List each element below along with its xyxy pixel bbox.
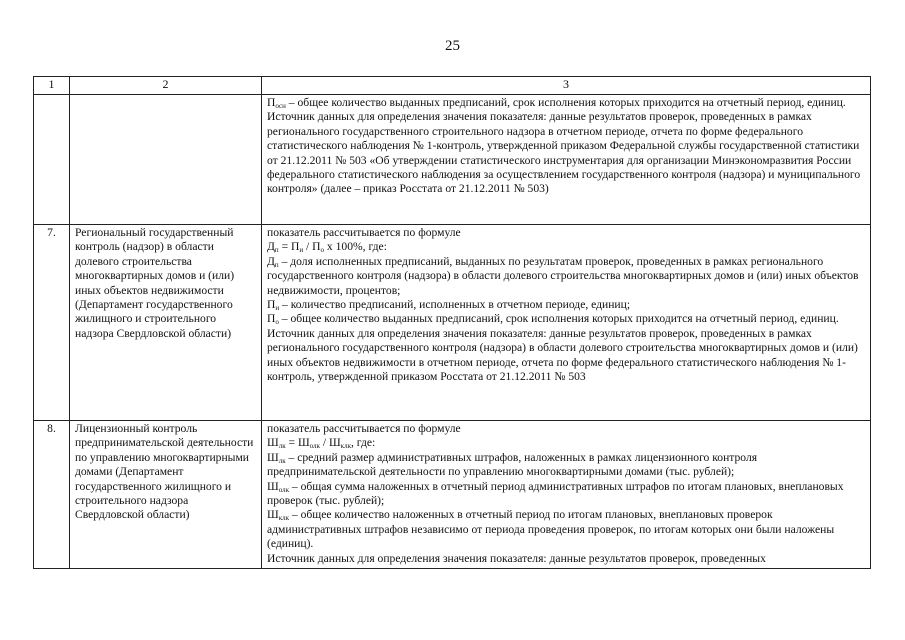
formula: $Д_п = П_и / П_о$ х 100%, где:	[267, 240, 387, 255]
row-name: Лицензионный контроль предпринимательской деятельности по управлению многоквартирными домами (Департамент государственного жилищного и строительного надзора Свердловской области)	[70, 421, 262, 569]
indicator-table	[33, 76, 871, 569]
row-number: 7.	[34, 225, 70, 421]
definition-item: $Ш_{олк}$ – общая сумма наложенных в отчетный период административных штрафов по итогам плановых, внеплановых проверок (тыс. рублей);	[267, 479, 844, 508]
continuation-num-cell	[34, 95, 70, 225]
header-col-2: 2	[70, 77, 262, 95]
row-number: 8.	[34, 421, 70, 569]
definition-item: $П_и$ – количество предписаний, исполненных в отчетном периоде, единиц;	[267, 298, 631, 313]
row-name: Региональный государственный контроль (надзор) в области долевого строительства многоквартирных домов и (или) иных объектов недвижимости (Департамент государственного жилищного и строительного надзора Свердловской области)	[70, 225, 262, 421]
row-description	[262, 421, 871, 569]
data-source-text: Источник данных для определения значения показателя: данные результатов проверок, проведенных в рамках регионального государственного строительного надзора в отчетном периоде, отчета по форме федерального статистического наблюдения № 1-контроль, утвержденной приказом Федеральной службы государственной статистики от 21.12.2011 № 503 «Об утверждении статистического инструментария для организации Минэкономразвития России федерального статистического наблюдения за осуществлением государственного контроля (надзора) и муниципального контроля» (далее – приказ Росстата от 21.12.2011 № 503)	[267, 110, 861, 196]
continuation-text-cell	[262, 95, 871, 225]
header-col-3: 3	[262, 77, 871, 95]
data-source-text: Источник данных для определения значения показателя: данные результатов проверок, проведенных	[267, 551, 766, 565]
data-source-text: Источник данных для определения значения показателя: данные результатов проверок, проведенных в рамках регионального государственного контроля (надзора) в области долевого строительства многоквартирных домов и (или) иных объектов недвижимости в отчетном периоде, отчета по форме федерального статистического наблюдения № 1-контроль, утвержденной приказом Росстата от 21.12.2011 № 503	[267, 326, 858, 384]
table-row	[34, 421, 871, 569]
header-col-1: 1	[34, 77, 70, 95]
formula-intro: показатель рассчитывается по формуле	[267, 226, 461, 239]
formula-intro: показатель рассчитывается по формуле	[267, 422, 461, 435]
continuation-row	[34, 95, 871, 225]
continuation-name-cell	[70, 95, 262, 225]
definition-item: $Ш_{лк}$ – средний размер административных штрафов, наложенных в рамках лицензионного контроля предпринимательской деятельности по управлению многоквартирными домами (тыс. рублей);	[267, 450, 758, 479]
definition-item: $П_о$ – общее количество выданных предписаний, срок исполнения которых приходится на отчетный период, единиц.	[267, 312, 839, 327]
formula: $Ш_{лк} = Ш_{олк} / Ш_{клк}$, где:	[267, 436, 376, 451]
row-description	[262, 225, 871, 421]
definition-item: $Д_п$ – доля исполненных предписаний, выданных по результатам проверок, проведенных в рамках регионального государственного контроля (надзора) в области долевого строительства многоквартирных домов и (или) иных объектов недвижимости, процентов;	[267, 254, 859, 297]
definition-p-osn: $П_{осн}$ – общее количество выданных предписаний, срок исполнения которых приходится на отчетный период, единиц.	[267, 96, 846, 110]
table-row	[34, 225, 871, 421]
header-row	[34, 77, 871, 95]
page-number: 25	[445, 38, 460, 54]
definition-item: $Ш_{клк}$ – общее количество наложенных в отчетный период по итогам плановых, внеплановых проверок административных штрафов независимо от периода проведения проверок, по итогам которых они были наложены (единиц).	[267, 508, 835, 551]
